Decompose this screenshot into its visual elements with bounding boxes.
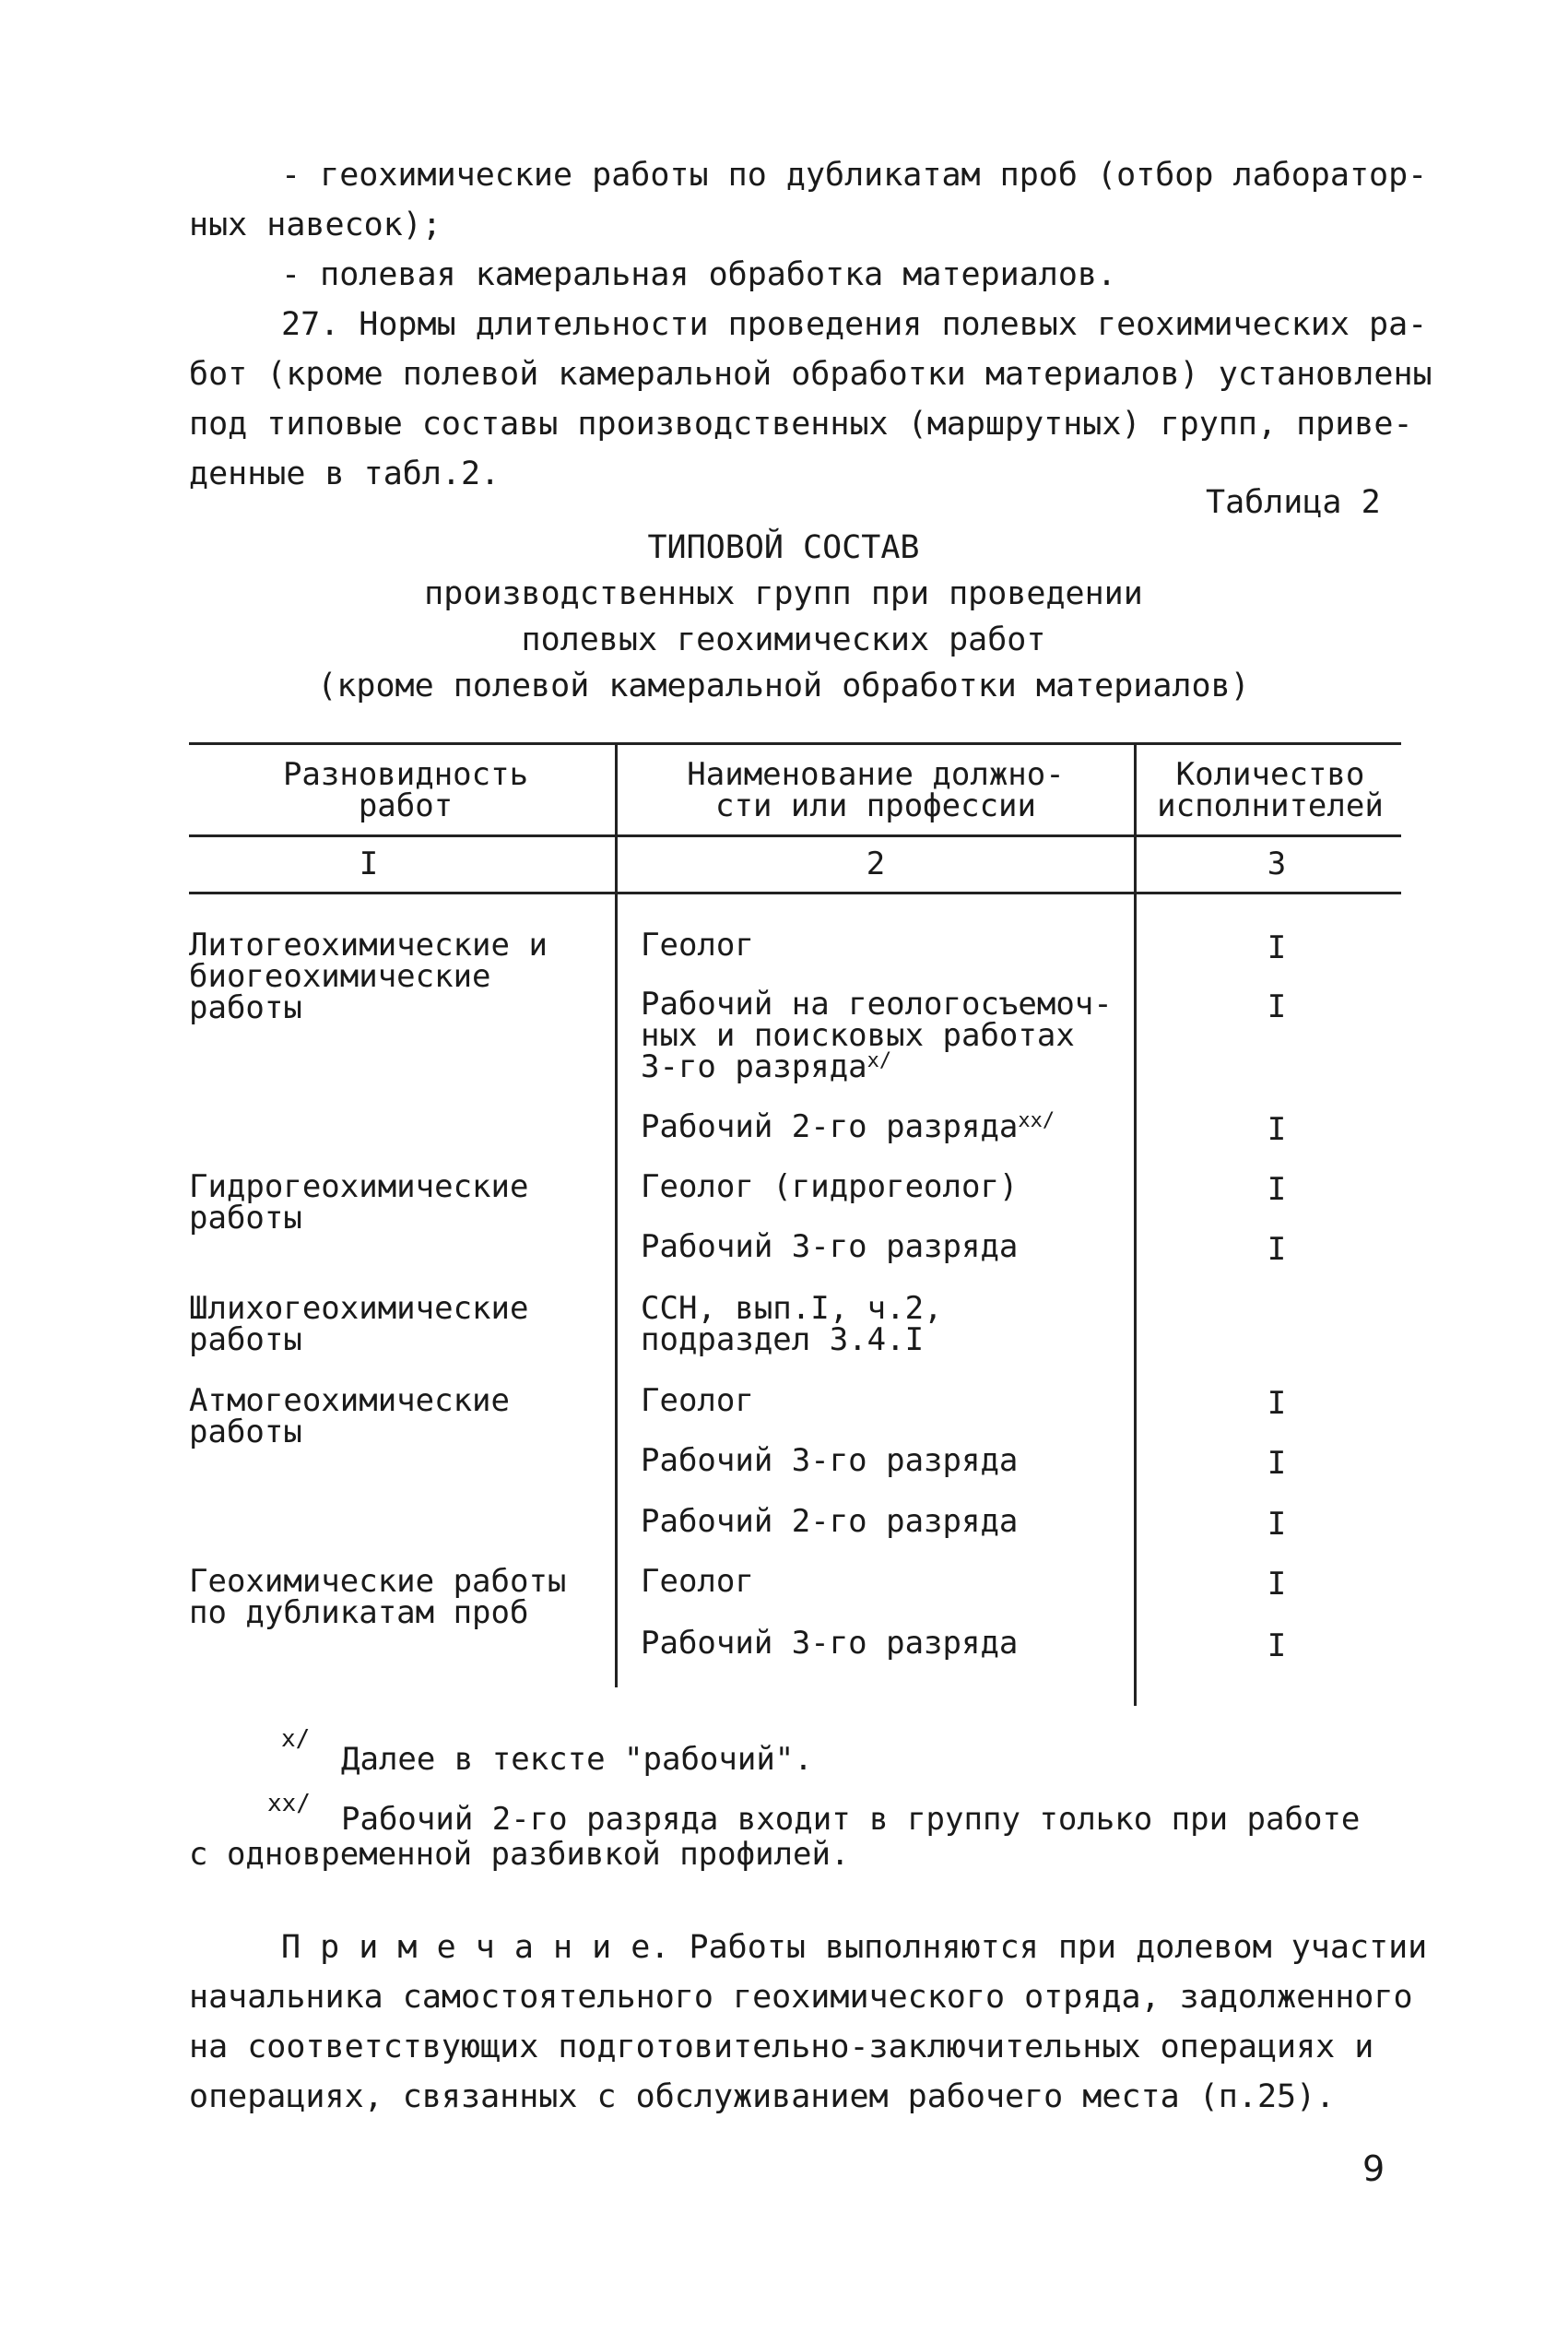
footnote-2-line-2: с одновременной разбивкой профилей. bbox=[189, 1836, 850, 1873]
paragraph-27-line-1: 27. Нормы длительности проведения полевых геохимических ра- bbox=[281, 306, 1428, 343]
work-type-schlich: Шлихогеохимические работы bbox=[189, 1290, 529, 1358]
table-colnum-rule bbox=[189, 892, 1401, 894]
note-line-3: на соответствующих подготовительно-заключительных операциях и bbox=[189, 2029, 1374, 2065]
work-type-litho: Литогеохимические и биогеохимические работы bbox=[189, 927, 548, 1026]
header-profession: Наименование должно- сти или профессии bbox=[687, 756, 1065, 824]
footnote-ref-2: хх/ bbox=[1018, 1109, 1055, 1132]
footnote-2-line-1: Рабочий 2-го разряда входит в группу только при работе bbox=[341, 1801, 1361, 1838]
profession-row-4: Геолог (гидрогеолог) bbox=[641, 1168, 1019, 1205]
footnote-2-mark: хх/ bbox=[267, 1790, 311, 1817]
profession-row-8: Рабочий 3-го разряда bbox=[641, 1442, 1019, 1479]
profession-row-3-text: Рабочий 2-го разряда bbox=[641, 1108, 1019, 1145]
count-row-11: I bbox=[1267, 1627, 1287, 1664]
profession-row-10: Геолог bbox=[641, 1563, 754, 1600]
column-number-1: I bbox=[359, 846, 379, 882]
note-line-4: операциях, связанных с обслуживанием рабочего места (п.25). bbox=[189, 2078, 1336, 2115]
footnote-ref-1: х/ bbox=[867, 1049, 892, 1072]
paragraph-27-line-3: под типовые составы производственных (маршрутных) групп, приве- bbox=[189, 406, 1413, 443]
header-count: Количество исполнителей bbox=[1157, 756, 1384, 824]
table-top-rule bbox=[189, 742, 1401, 745]
column-number-3: 3 bbox=[1267, 846, 1287, 882]
page-number: 9 bbox=[1362, 2148, 1385, 2189]
profession-row-5: Рабочий 3-го разряда bbox=[641, 1228, 1019, 1265]
work-type-duplicates: Геохимические работы по дубликатам проб bbox=[189, 1563, 567, 1631]
count-row-7: I bbox=[1267, 1385, 1287, 1422]
count-row-9: I bbox=[1267, 1506, 1287, 1543]
header-work-type: Разновидность работ bbox=[282, 756, 529, 824]
count-row-3: I bbox=[1267, 1111, 1287, 1148]
table-col-divider-2 bbox=[1134, 745, 1137, 1706]
table-header-rule bbox=[189, 834, 1401, 837]
footnote-1-text: Далее в тексте "рабочий". bbox=[341, 1741, 813, 1778]
profession-row-2 bbox=[641, 988, 1113, 1083]
profession-row-9: Рабочий 2-го разряда bbox=[641, 1503, 1019, 1540]
footnote-1-mark: х/ bbox=[281, 1725, 311, 1753]
work-type-atmo: Атмогеохимические работы bbox=[189, 1382, 510, 1450]
count-row-5: I bbox=[1267, 1231, 1287, 1268]
paragraph-27-line-2: бот (кроме полевой камеральной обработки материалов) установлены bbox=[189, 356, 1432, 393]
profession-row-2-text: Рабочий на геологосъемоч- ных и поисковых работах 3-го разряда bbox=[641, 986, 1113, 1085]
intro-line-2: ных навесок); bbox=[189, 207, 442, 243]
paragraph-27-line-4: денные в табл.2. bbox=[189, 456, 501, 492]
note-line-2: начальника самостоятельного геохимического отряда, задолженного bbox=[189, 1979, 1413, 2016]
count-row-8: I bbox=[1267, 1445, 1287, 1482]
profession-row-7: Геолог bbox=[641, 1382, 754, 1419]
intro-line-1: - геохимические работы по дубликатам проб (отбор лаборатор- bbox=[281, 157, 1428, 194]
table-title-line-1: ТИПОВОЙ СОСТАВ bbox=[647, 529, 920, 566]
column-number-2: 2 bbox=[866, 846, 886, 882]
count-row-10: I bbox=[1267, 1566, 1287, 1603]
table-title-line-4: (кроме полевой камеральной обработки материалов) bbox=[317, 668, 1250, 704]
count-row-1: I bbox=[1267, 929, 1287, 966]
note-line-1: П р и м е ч а н и е. Работы выполняются при долевом участии bbox=[281, 1929, 1428, 1966]
table-title-line-2: производственных групп при проведении bbox=[424, 575, 1143, 612]
profession-row-11: Рабочий 3-го разряда bbox=[641, 1625, 1019, 1662]
intro-line-3: - полевая камеральная обработка материалов. bbox=[281, 256, 1117, 293]
count-row-2: I bbox=[1267, 988, 1287, 1025]
table-title-line-3: полевых геохимических работ bbox=[521, 621, 1046, 658]
work-type-hydro: Гидрогеохимические работы bbox=[189, 1168, 529, 1236]
table-col-divider-1 bbox=[615, 745, 618, 1687]
profession-row-6: ССН, вып.I, ч.2, подраздел 3.4.I bbox=[641, 1290, 943, 1358]
table-label: Таблица 2 bbox=[1206, 484, 1381, 521]
profession-row-3 bbox=[641, 1108, 1055, 1145]
profession-row-1: Геолог bbox=[641, 927, 754, 964]
count-row-4: I bbox=[1267, 1171, 1287, 1208]
